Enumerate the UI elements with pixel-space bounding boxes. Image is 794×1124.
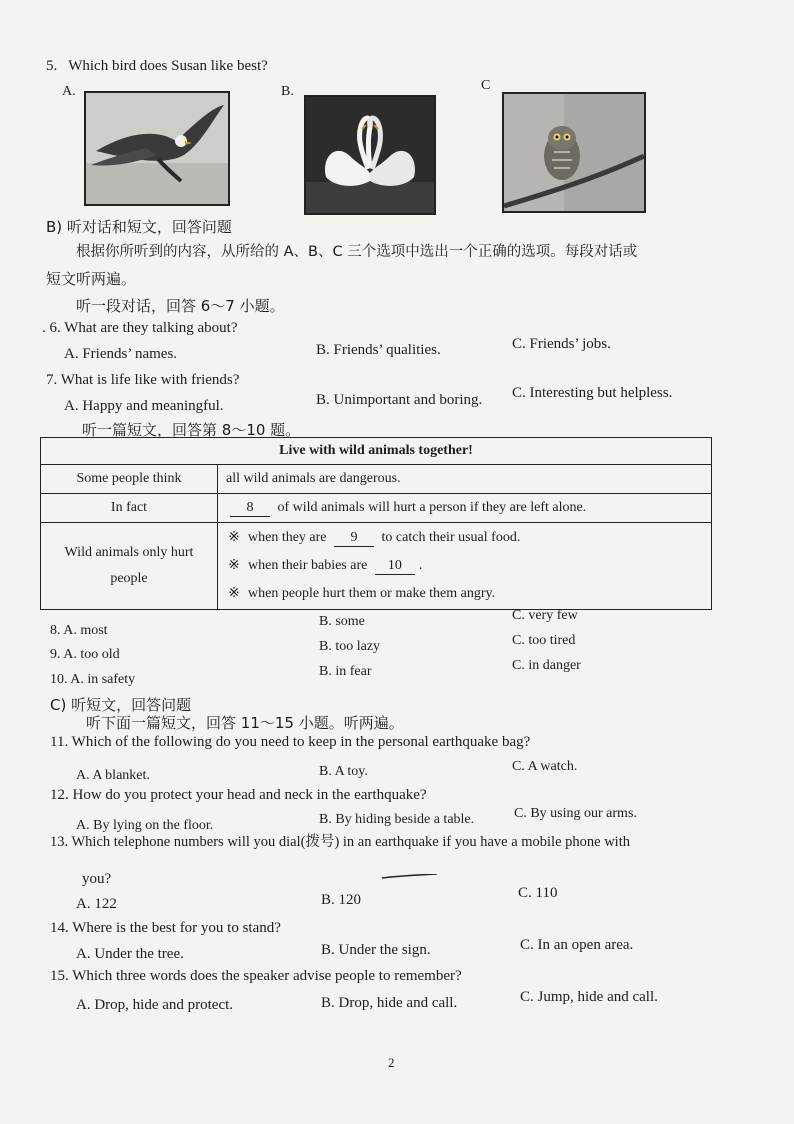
q14-option-a[interactable]: A. Under the tree. [76, 946, 184, 962]
q9-option-a[interactable]: 9. A. too old [50, 647, 120, 662]
table-row2-text: of wild animals will hurt a person if they are left alone. [277, 499, 587, 515]
table-row2-label: In fact [41, 494, 218, 523]
q9-option-b[interactable]: B. too lazy [319, 639, 381, 654]
q14-stem: 14. Where is the best for you to stand? [50, 920, 281, 936]
table-row2-content [218, 494, 712, 523]
row3-line1-pre: when they are [248, 530, 327, 545]
table-row1-label: Some people think [41, 465, 218, 494]
passage-instruction: 听一篇短文，回答第 8～10 题。 [82, 421, 301, 439]
q10-option-a[interactable]: 10. A. in safety [50, 672, 136, 687]
q6-option-a[interactable]: A. Friends’ names. [64, 346, 178, 362]
section-b-dialogue-instruction: 听一段对话，回答 6～7 小题。 [76, 297, 285, 315]
q12-stem: 12. How do you protect your head and neck in the earthquake? [50, 787, 427, 803]
row3-line2-pre: when their babies are [248, 558, 368, 573]
q11-option-a[interactable]: A. A blanket. [76, 768, 150, 783]
blank-8[interactable]: 8 [230, 500, 270, 517]
owl-photo [502, 92, 646, 213]
table-row3-line2 [226, 552, 703, 580]
swans-photo [304, 95, 436, 215]
q15-option-a[interactable]: A. Drop, hide and protect. [76, 997, 234, 1013]
row3-line1-post: to catch their usual food. [381, 530, 521, 545]
q13-stem-line1: 13. Which telephone numbers will you dial(拨号) in an earthquake if you have a mobile phone with [50, 834, 630, 850]
table-row3-content [218, 523, 712, 610]
reference-mark-icon: ※ [228, 586, 240, 601]
q5-option-c-label: C [481, 78, 491, 93]
table-row3-line1 [226, 524, 703, 552]
pen-stroke-mark [382, 874, 437, 879]
q5-number: 5. [46, 58, 58, 74]
section-b-instruction-line2: 短文听两遍。 [46, 270, 137, 288]
blank-10[interactable]: 10 [375, 558, 415, 575]
q6-option-c[interactable]: C. Friends’ jobs. [512, 336, 611, 352]
section-c-instruction: 听下面一篇短文，回答 11～15 小题。听两遍。 [86, 714, 404, 732]
q6-stem: . 6. What are they talking about? [42, 320, 238, 336]
blank-9[interactable]: 9 [334, 530, 374, 547]
table-title: Live with wild animals together! [41, 438, 712, 465]
q12-option-a[interactable]: A. By lying on the floor. [76, 818, 214, 833]
q5-option-b-label: B. [281, 84, 294, 99]
eagle-photo [84, 91, 230, 206]
q12-option-b[interactable]: B. By hiding beside a table. [319, 812, 475, 827]
q15-option-b[interactable]: B. Drop, hide and call. [321, 995, 458, 1011]
q11-option-b[interactable]: B. A toy. [319, 764, 368, 779]
q13-option-b[interactable]: B. 120 [321, 892, 362, 908]
table-row1-content: all wild animals are dangerous. [218, 465, 712, 494]
section-c-heading: C) 听短文，回答问题 [50, 696, 192, 714]
wild-animals-table [40, 437, 712, 610]
q11-stem: 11. Which of the following do you need to keep in the personal earthquake bag? [50, 734, 531, 750]
q12-option-c[interactable]: C. By using our arms. [514, 806, 637, 821]
reference-mark-icon: ※ [228, 558, 240, 573]
q15-stem: 15. Which three words does the speaker advise people to remember? [50, 968, 462, 984]
table-row3-label-line2: people [110, 571, 148, 586]
table-row3-label-line1: Wild animals only hurt [64, 545, 194, 560]
q8-option-c[interactable]: C. very few [512, 608, 578, 623]
q7-option-a[interactable]: A. Happy and meaningful. [64, 398, 224, 414]
q14-option-c[interactable]: C. In an open area. [520, 937, 634, 953]
q7-stem: 7. What is life like with friends? [46, 372, 240, 388]
q13-stem-line2: you? [82, 871, 112, 887]
q6-option-b[interactable]: B. Friends’ qualities. [316, 342, 441, 358]
q8-option-a[interactable]: 8. A. most [50, 623, 108, 638]
q9-option-c[interactable]: C. too tired [512, 633, 576, 648]
table-row3-label [41, 523, 218, 610]
section-b-heading: B) 听对话和短文，回答问题 [46, 218, 232, 236]
section-b-instruction-line1: 根据你所听到的内容，从所给的 A、B、C 三个选项中选出一个正确的选项。每段对话或 [76, 244, 638, 260]
q11-option-c[interactable]: C. A watch. [512, 759, 578, 774]
row3-line3-text: when people hurt them or make them angry. [248, 586, 496, 601]
q14-option-b[interactable]: B. Under the sign. [321, 942, 431, 958]
q5-option-a-label: A. [62, 84, 76, 99]
q13-option-a[interactable]: A. 122 [76, 896, 117, 912]
q10-option-c[interactable]: C. in danger [512, 658, 581, 673]
row3-line2-post: . [418, 558, 423, 573]
q13-option-c[interactable]: C. 110 [518, 885, 558, 901]
reference-mark-icon: ※ [228, 530, 240, 545]
table-row3-line3 [226, 580, 703, 608]
page-number: 2 [388, 1055, 395, 1070]
q10-option-b[interactable]: B. in fear [319, 664, 372, 679]
q8-option-b[interactable]: B. some [319, 614, 365, 629]
q7-option-c[interactable]: C. Interesting but helpless. [512, 385, 673, 401]
q5-stem [46, 58, 268, 75]
q15-option-c[interactable]: C. Jump, hide and call. [520, 989, 658, 1005]
q5-text: Which bird does Susan like best? [68, 58, 268, 74]
q7-option-b[interactable]: B. Unimportant and boring. [316, 392, 483, 408]
